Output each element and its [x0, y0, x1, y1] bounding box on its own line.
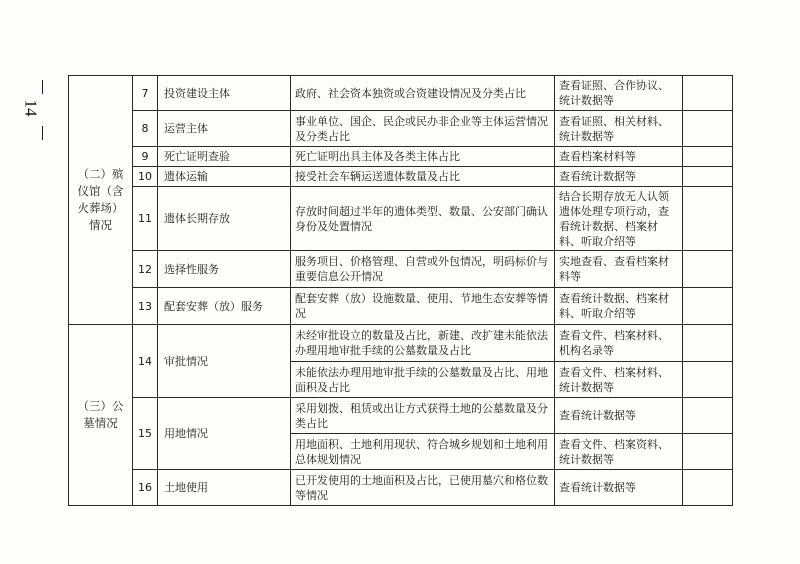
table-row	[69, 288, 733, 325]
remarks-cell	[683, 167, 733, 187]
row-number: 14	[133, 325, 158, 398]
category-cell: （二）殡仪馆（含火葬场）情况	[69, 76, 133, 325]
table-row	[69, 111, 733, 147]
inspection-method: 查看文件、档案材料、机构名录等	[555, 325, 683, 362]
item-name: 遗体运输	[158, 167, 291, 187]
remarks-cell	[683, 251, 733, 288]
item-name: 配套安葬（放）服务	[158, 288, 291, 325]
table-row	[69, 398, 733, 434]
remarks-cell	[683, 288, 733, 325]
page-number-dash-bottom	[42, 126, 43, 140]
table-row	[69, 147, 733, 167]
inspection-content: 服务项目、价格管理、自营或外包情况，明码标价与重要信息公开情况	[291, 251, 555, 288]
page-number	[21, 80, 56, 140]
table-row	[69, 325, 733, 362]
remarks-cell	[683, 434, 733, 470]
inspection-method: 查看档案材料等	[555, 147, 683, 167]
inspection-method: 查看统计数据等	[555, 398, 683, 434]
row-number: 12	[133, 251, 158, 288]
table-row	[69, 187, 733, 251]
table-row	[69, 76, 733, 111]
inspection-method: 查看统计数据等	[555, 167, 683, 187]
item-name: 遗体长期存放	[158, 187, 291, 251]
inspection-content: 采用划拨、租赁或出让方式获得土地的公墓数量及分类占比	[291, 398, 555, 434]
item-name: 死亡证明查验	[158, 147, 291, 167]
inspection-content: 未经审批设立的数量及占比，新建、改扩建未能依法办理用地审批手续的公墓数量及占比	[291, 325, 555, 362]
inspection-method: 查看证照、相关材料、统计数据等	[555, 111, 683, 147]
item-name: 用地情况	[158, 398, 291, 470]
item-name: 选择性服务	[158, 251, 291, 288]
row-number: 16	[133, 470, 158, 506]
remarks-cell	[683, 76, 733, 111]
inspection-content: 已开发使用的土地面积及占比，已使用墓穴和格位数等情况	[291, 470, 555, 506]
row-number: 13	[133, 288, 158, 325]
inspection-content: 未能依法办理用地审批手续的公墓数量及占比、用地面积及占比	[291, 362, 555, 398]
inspection-table	[68, 75, 733, 506]
table-row	[69, 251, 733, 288]
remarks-cell	[683, 325, 733, 362]
inspection-method: 查看统计数据、档案材料、听取介绍等	[555, 288, 683, 325]
inspection-method: 查看统计数据等	[555, 470, 683, 506]
item-name: 审批情况	[158, 325, 291, 398]
inspection-content: 存放时间超过半年的遗体类型、数量、公安部门确认身份及处置情况	[291, 187, 555, 251]
remarks-cell	[683, 398, 733, 434]
item-name: 投资建设主体	[158, 76, 291, 111]
row-number: 15	[133, 398, 158, 470]
inspection-method: 结合长期存放无人认领遗体处理专项行动，查看统计数据、档案材料、听取介绍等	[555, 187, 683, 251]
row-number: 10	[133, 167, 158, 187]
category-cell: （三）公墓情况	[69, 325, 133, 506]
inspection-method: 实地查看、查看档案材料等	[555, 251, 683, 288]
inspection-method: 查看文件、档案材料、统计数据等	[555, 362, 683, 398]
row-number: 8	[133, 111, 158, 147]
inspection-content: 配套安葬（放）设施数量、使用、节地生态安葬等情况	[291, 288, 555, 325]
remarks-cell	[683, 111, 733, 147]
inspection-method: 查看证照、合作协议、统计数据等	[555, 76, 683, 111]
remarks-cell	[683, 187, 733, 251]
inspection-content: 用地面积、土地利用现状、符合城乡规划和土地利用总体规划情况	[291, 434, 555, 470]
inspection-content: 政府、社会资本独资或合资建设情况及分类占比	[291, 76, 555, 111]
remarks-cell	[683, 362, 733, 398]
inspection-method: 查看文件、档案资料、统计数据等	[555, 434, 683, 470]
row-number: 9	[133, 147, 158, 167]
row-number: 7	[133, 76, 158, 111]
page-number-dash-top	[42, 80, 43, 94]
table-row	[69, 167, 733, 187]
item-name: 土地使用	[158, 470, 291, 506]
table-row	[69, 470, 733, 506]
remarks-cell	[683, 147, 733, 167]
inspection-content: 事业单位、国企、民企或民办非企业等主体运营情况及分类占比	[291, 111, 555, 147]
page-number-text: 14	[21, 99, 41, 117]
inspection-content: 死亡证明出具主体及各类主体占比	[291, 147, 555, 167]
row-number: 11	[133, 187, 158, 251]
item-name: 运营主体	[158, 111, 291, 147]
inspection-content: 接受社会车辆运送遗体数量及占比	[291, 167, 555, 187]
remarks-cell	[683, 470, 733, 506]
